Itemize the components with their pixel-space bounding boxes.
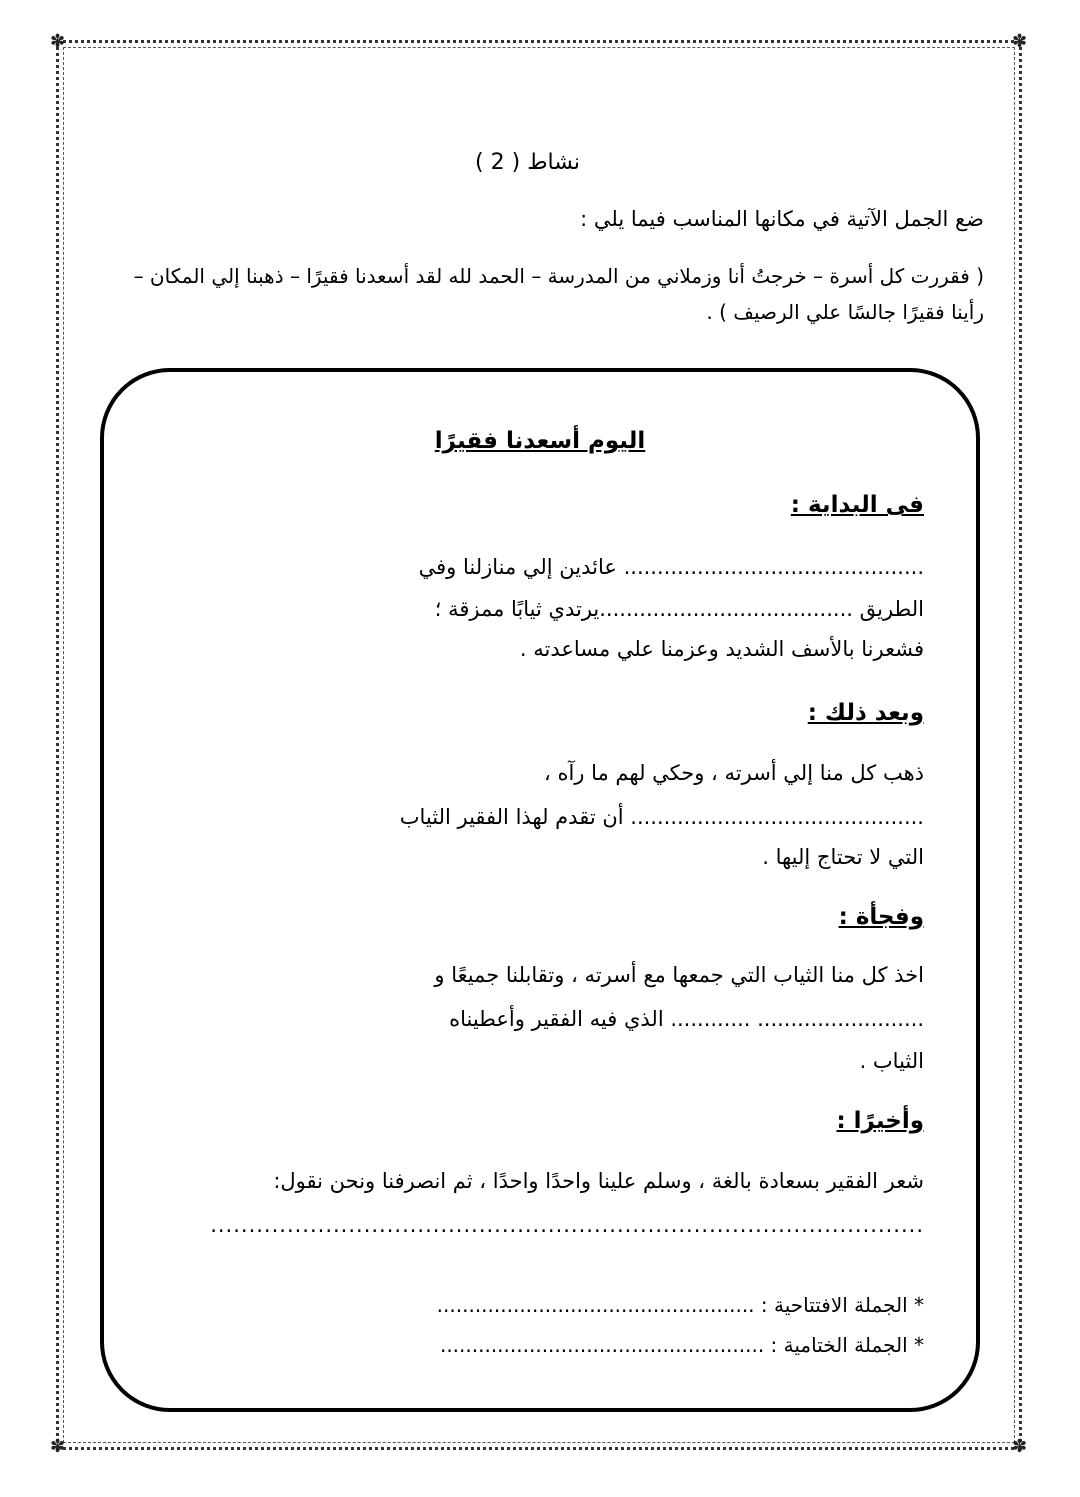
section-heading-beginning: فى البداية : — [790, 492, 924, 518]
corner-ornament-icon: ✽ — [1012, 31, 1028, 52]
story-line: التي لا تحتاج إليها . — [762, 845, 924, 869]
corner-ornament-icon: ✽ — [1012, 1436, 1028, 1457]
story-line: ............................................ أن تقدم لهذا الفقير الثياب — [399, 805, 924, 829]
opening-sentence-label: * الجملة الافتتاحية : .................................................. — [436, 1293, 924, 1317]
story-line: فشعرنا بالأسف الشديد وعزمنا علي مساعدته . — [519, 637, 924, 661]
instruction-text: ضع الجمل الآتية في مكانها المناسب فيما يلي : — [580, 207, 984, 231]
section-heading-finally: وأخيرًا : — [836, 1108, 924, 1134]
story-line: الثياب . — [859, 1049, 924, 1073]
story-line: ............................................. عائدين إلي منازلنا وفي — [418, 555, 924, 579]
section-heading-surprise: وفجأة : — [838, 904, 924, 930]
corner-ornament-icon: ✽ — [50, 1436, 66, 1457]
activity-title: نشاط ( 2 ) — [475, 150, 580, 175]
options-text: ( فقررت كل أسرة – خرجتُ أنا وزملاني من المدرسة – الحمد لله لقد أسعدنا فقيرًا – ذهبنا إلي المكان – رأينا فقيرًا جالسًا علي الرصيف ) . — [133, 264, 984, 324]
story-line: شعر الفقير بسعادة بالغة ، وسلم علينا واحدًا واحدًا ، ثم انصرفنا ونحن نقول: — [273, 1169, 924, 1193]
answer-blank-line: ............................................................................................. — [210, 1213, 924, 1237]
story-line: اخذ كل منا الثياب التي جمعها مع أسرته ، وتقابلنا جميعًا و — [434, 963, 924, 987]
corner-ornament-icon: ✽ — [50, 31, 66, 52]
story-line: ......................... ............ الذي فيه الفقير وأعطيناه — [449, 1007, 924, 1031]
story-line: الطريق ......................................يرتدي ثيابًا ممزقة ؛ — [434, 597, 924, 621]
section-heading-after: وبعد ذلك : — [807, 700, 924, 726]
story-title: اليوم أسعدنا فقيرًا — [434, 428, 646, 454]
story-line: ذهب كل منا إلي أسرته ، وحكي لهم ما رآه ، — [544, 761, 924, 785]
closing-sentence-label: * الجملة الختامية : ................................................... — [439, 1333, 924, 1357]
story-box — [100, 368, 980, 1412]
